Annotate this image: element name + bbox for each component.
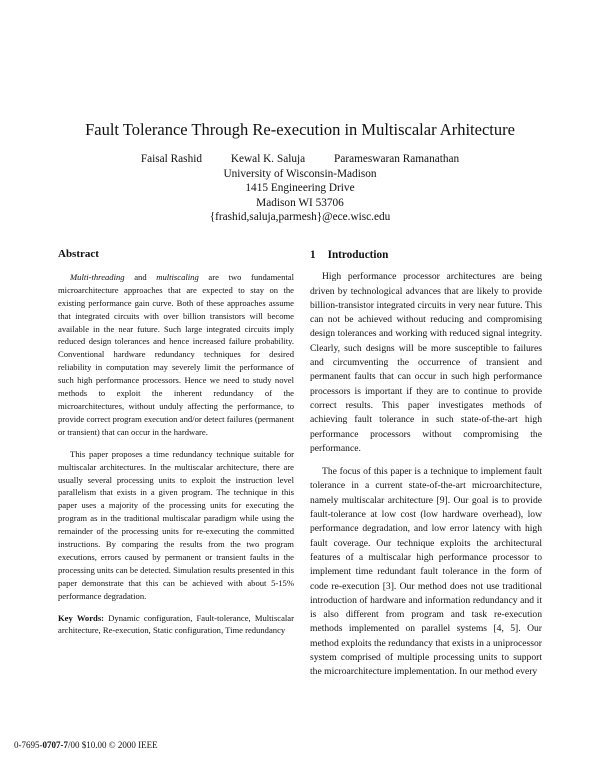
- text-span: and: [134, 271, 147, 282]
- keywords-label: Key Words:: [58, 612, 105, 623]
- footer-text: /00 $10.00 © 2000 IEEE: [68, 740, 158, 750]
- abstract-paragraph: [58, 271, 294, 439]
- affiliation: University of Wisconsin-Madison: [223, 167, 377, 180]
- author-names: [0, 152, 600, 167]
- author-name: Parameswaran Ramanathan: [334, 153, 460, 165]
- author-block: [0, 152, 600, 225]
- address-city: Madison WI 53706: [256, 196, 344, 209]
- footer-isbn: 0707-7: [42, 740, 68, 750]
- author-name: Kewal K. Saluja: [230, 153, 306, 165]
- section-heading: [310, 248, 542, 262]
- emphasis-term: multiscaling: [156, 271, 199, 282]
- paper-title: Fault Tolerance Through Re-execution in Multiscalar Arhitecture: [85, 120, 515, 139]
- left-column: [58, 248, 294, 646]
- keywords: [58, 612, 294, 638]
- copyright-footer: [14, 740, 158, 750]
- abstract-paragraph: This paper proposes a time redundancy technique suitable for multiscalar architectures. In the multiscalar architecture, there are usually several processing units to exploit the instruction level parallelism that exists in a given program. The technique in this paper uses a majority of the processing units for executing the program as in the traditional multiscalar paradigm while using the remainder of the processing units for re-executing the committed instructions. By comparing the results from the two program executions, errors caused by permanent or transient faults in the processing units can be detected. Simulation results presented in this paper demonstrate that this can be achieved with about 5-15% performance degradation.: [58, 448, 294, 601]
- intro-paragraph: High performance processor architectures are being driven by technological advances that are likely to provide billion-transistor integrated circuits in very near future. This can not be achieved without reducing and compromising design tolerances and working with reduced signal integrity. Clearly, such designs will be more susceptible to failures and circumventing the occurrence of transient and permanent faults that can occur in such high performance processors is important if they are to continue to provide correct results. This paper investigates methods of achieving fault tolerance in such state-of-the-art high performance processors without compromising the performance.: [310, 271, 542, 454]
- author-name: Faisal Rashid: [140, 153, 203, 165]
- address-street: 1415 Engineering Drive: [245, 182, 355, 195]
- section-number: 1: [310, 249, 316, 261]
- intro-paragraph: The focus of this paper is a technique to implement fault tolerance in a current state-of-the-art microarchitecture, namely multiscalar architecture [9]. Our goal is to provide fault-tolerance at low cost (low hardware overhead), low performance degradation, and low error latency with high fault coverage. Our technique exploits the architectural features of a multiscalar high performance processor to implement time redundant fault tolerance in the form of code re-execution [3]. Our method does not use traditional introduction of hardware and information redundancy and it is also different from program and task re-execution methods implemented on parallel systems [4, 5]. Our method exploits the redundancy that exists in a uniprocessor system comprised of multiple processing units to support the microarchitecture implementation. In our method every: [310, 466, 542, 678]
- emphasis-term: Multi-threading: [70, 271, 125, 282]
- text-span: are two fundamental microarchitecture approaches that are expected to stay on the existing performance gain curve. Both of these approaches assume that integrated circuits with over billion transistors will become available in the near future. Such large integrated circuits imply reduced design tolerances and hence increased failure probability. Conventional hardware redundancy techniques for desired reliability in computation may severely limit the performance of such high performance processors. Hence we need to study novel methods to exploit the inherent redundancy of the microarchitectures, without unduly affecting the performance, to provide correct program execution and/or detect failures (permanent or transient) that can occur in the hardware.: [58, 271, 294, 437]
- right-column: [310, 248, 542, 689]
- section-title: Introduction: [327, 249, 389, 261]
- keywords-list: Dynamic configuration, Fault-tolerance, Multiscalar architecture, Re-execution, Static configuration, Time redundancy: [58, 612, 294, 636]
- footer-text: 0-7695-: [14, 740, 43, 750]
- author-email: {frashid,saluja,parmesh}@ece.wisc.edu: [209, 211, 391, 224]
- abstract-heading: Abstract: [58, 248, 99, 260]
